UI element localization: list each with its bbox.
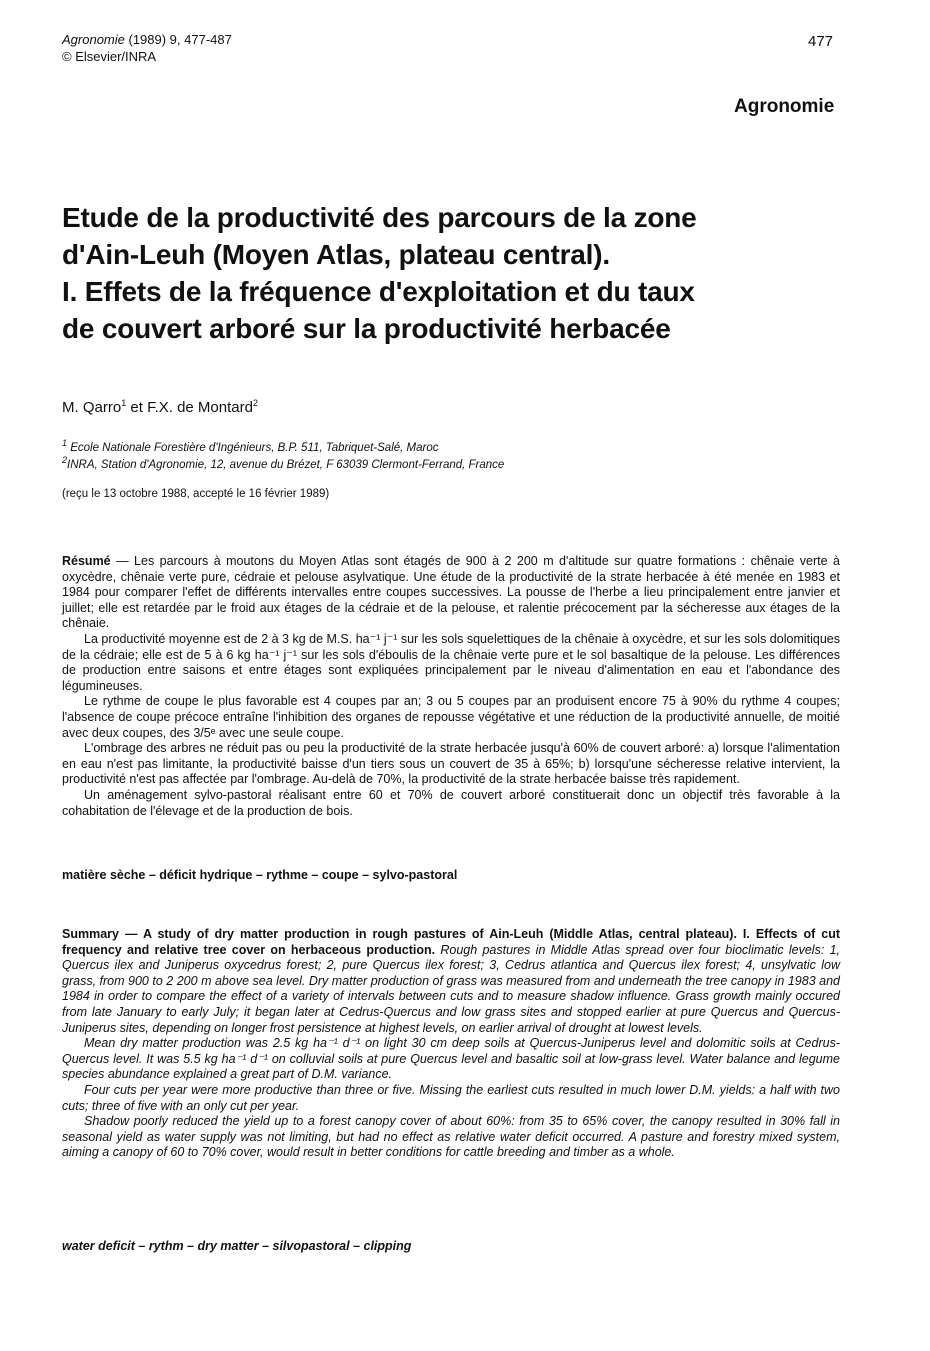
abstract-text: — Les parcours à moutons du Moyen Atlas sont étagés de 900 à 2 200 m d'altitude sur quatre formations : chênaie verte à oxycèdre, chênaie verte pure, cédraie et pelouse asylvatique. Une étude de la productivité de la strate herbacée à été menée en 1983 et 1984 pour comparer l'effet de différents intervalles entre coupes successives. La pousse de l'herbe a lieu principalement entre janvier et juillet; elle est retardée par le froid aux étages de la cédraie et de la pelouse, et ralentie précocement par la sécheresse aux étages de la chênaie. <box>62 554 840 631</box>
summary-text: Rough pastures in Middle Atlas spread over four bioclimatic levels: 1, Quercus ilex and Juniperus oxycedrus forest; 2, pure Quercus ilex forest; 3, Cedrus atlantica and Quercus ilex forest; 4, unsylvatic low grass, from 900 to 2 200 m above sea level. Dry matter production of grass was measured from and underneath the tree canopy in 1983 and 1984 in order to compare the effect of a variety of intervals between cuts and to measure shadow influence. Grass growth mainly occured from late January to early July; it began later at Cedrus-Quercus and low grass sites and stopped earlier at pure Quercus and Quercus-Juniperus sites, depending on longer frost persistence at highest levels, on earlier arrival of drought at lowest levels. <box>62 942 840 1035</box>
summary-paragraph: Mean dry matter production was 2.5 kg ha⁻¹ d⁻¹ on light 30 cm deep soils at Quercus-Juniperus level and dolomitic soils at Cedrus-Quercus level. It was 5.5 kg ha⁻¹ d⁻¹ on colluvial soils at pure Quercus level and basaltic soil at low-grass level. Water balance and legume species abundance explained a great part of D.M. variance. <box>62 1036 840 1082</box>
journal-reference: (1989) 9, 477-487 <box>124 32 232 47</box>
affiliation-marker: 2 <box>252 398 258 408</box>
affiliation-text: Ecole Nationale Forestière d'Ingénieurs, B.P. 511, Tabriquet-Salé, Maroc <box>67 442 439 454</box>
abstract-paragraph: La productivité moyenne est de 2 à 3 kg de M.S. ha⁻¹ j⁻¹ sur les sols squelettiques de la chênaie à oxycèdre, et sur les sols dolomitiques de la cédraie; elle est de 5 à 6 kg ha⁻¹ j⁻¹ sur les sols d'éboulis de la chênaie verte pure et le sol basaltique de la pelouse. Les différences de production entre saisons et entre étages sont expliquées principalement par le niveau d'alimentation en eau et l'abondance des légumineuses. <box>62 631 840 693</box>
summary-paragraph: Shadow poorly reduced the yield up to a forest canopy cover of about 60%: from 35 to 65% cover, the canopy resulted in 30% fall in seasonal yield as water supply was not limiting, but had no effect as relative water deficit occurred. A pasture and forestry mixed system, aiming a canopy of 60 to 70% cover, would result in better conditions for cattle breeding and timber as a whole. <box>62 1114 840 1160</box>
author-name: F.X. de Montard <box>147 399 253 416</box>
affiliations <box>62 440 504 474</box>
abstract-french <box>62 554 840 819</box>
affiliation <box>62 440 504 457</box>
title-line: d'Ain-Leuh (Moyen Atlas, plateau central). <box>62 239 610 270</box>
title-line: I. Effets de la fréquence d'exploitation et du taux <box>62 276 695 307</box>
paper-title <box>62 199 862 347</box>
abstract-paragraph: Le rythme de coupe le plus favorable est 4 coupes par an; 3 ou 5 coupes par an produisent encore 75 à 90% du rythme 4 coupes; l'absence de coupe précoce entraîne l'inhibition des organes de repousse végétative et une réduction de la productivité annuelle, de moitié avec deux coupes, des 3/5ᵉ avec une seule coupe. <box>62 694 840 740</box>
title-line: Etude de la productivité des parcours de la zone <box>62 202 697 233</box>
journal-name: Agronomie <box>62 32 125 47</box>
affiliation-number: 1 <box>62 438 68 449</box>
author-name: M. Qarro <box>62 399 122 416</box>
journal-citation <box>62 31 232 65</box>
affiliation <box>62 457 504 474</box>
keywords-french: matière sèche – déficit hydrique – rythme – coupe – sylvo-pastoral <box>62 868 458 882</box>
received-date: (reçu le 13 octobre 1988, accepté le 16 février 1989) <box>62 488 330 500</box>
affiliation-text: INRA, Station d'Agronomie, 12, avenue du Brézet, F 63039 Clermont-Ferrand, France <box>67 459 505 471</box>
abstract-paragraph <box>62 554 840 632</box>
abstract-english <box>62 927 840 1161</box>
title-line: de couvert arboré sur la productivité herbacée <box>62 313 671 344</box>
summary-heading: Summary — A study of dry matter production in rough pastures of Ain-Leuh (Middle Atlas, central plateau). I. Effects of cut frequency and relative tree cover on herbaceous production. <box>62 927 840 957</box>
abstract-heading: Résumé <box>62 554 111 568</box>
author-joiner: et <box>126 399 148 416</box>
abstract-paragraph: Un aménagement sylvo-pastoral réalisant entre 60 et 70% de couvert arboré constituerait donc un objectif très favorable à la cohabitation de l'élevage et de la production de bois. <box>62 787 840 818</box>
page-number: 477 <box>808 33 834 50</box>
section-label: Agronomie <box>734 96 835 117</box>
affiliation-marker: 1 <box>121 398 127 408</box>
keywords-english: water deficit – rythm – dry matter – silvopastoral – clipping <box>62 1239 412 1253</box>
affiliation-number: 2 <box>62 455 68 466</box>
summary-paragraph <box>62 927 840 1036</box>
abstract-paragraph: L'ombrage des arbres ne réduit pas ou peu la productivité de la strate herbacée jusqu'à 60% de couvert arboré: a) lorsque l'alimentation en eau n'est pas limitante, la productivité baisse d'un tiers sous un couvert de 35 à 65%; b) lorsqu'une sécheresse relative intervient, la productivité n'est pas affectée par l'ombrage. Au-delà de 70%, la productivité de la strate herbacée baisse très rapidement. <box>62 741 840 787</box>
summary-paragraph: Four cuts per year were more productive than three or five. Missing the earliest cuts resulted in much lower D.M. yields: a half with two cuts; three of five with an only cut per year. <box>62 1082 840 1113</box>
publisher: © Elsevier/INRA <box>62 49 157 64</box>
author-list <box>62 399 258 416</box>
